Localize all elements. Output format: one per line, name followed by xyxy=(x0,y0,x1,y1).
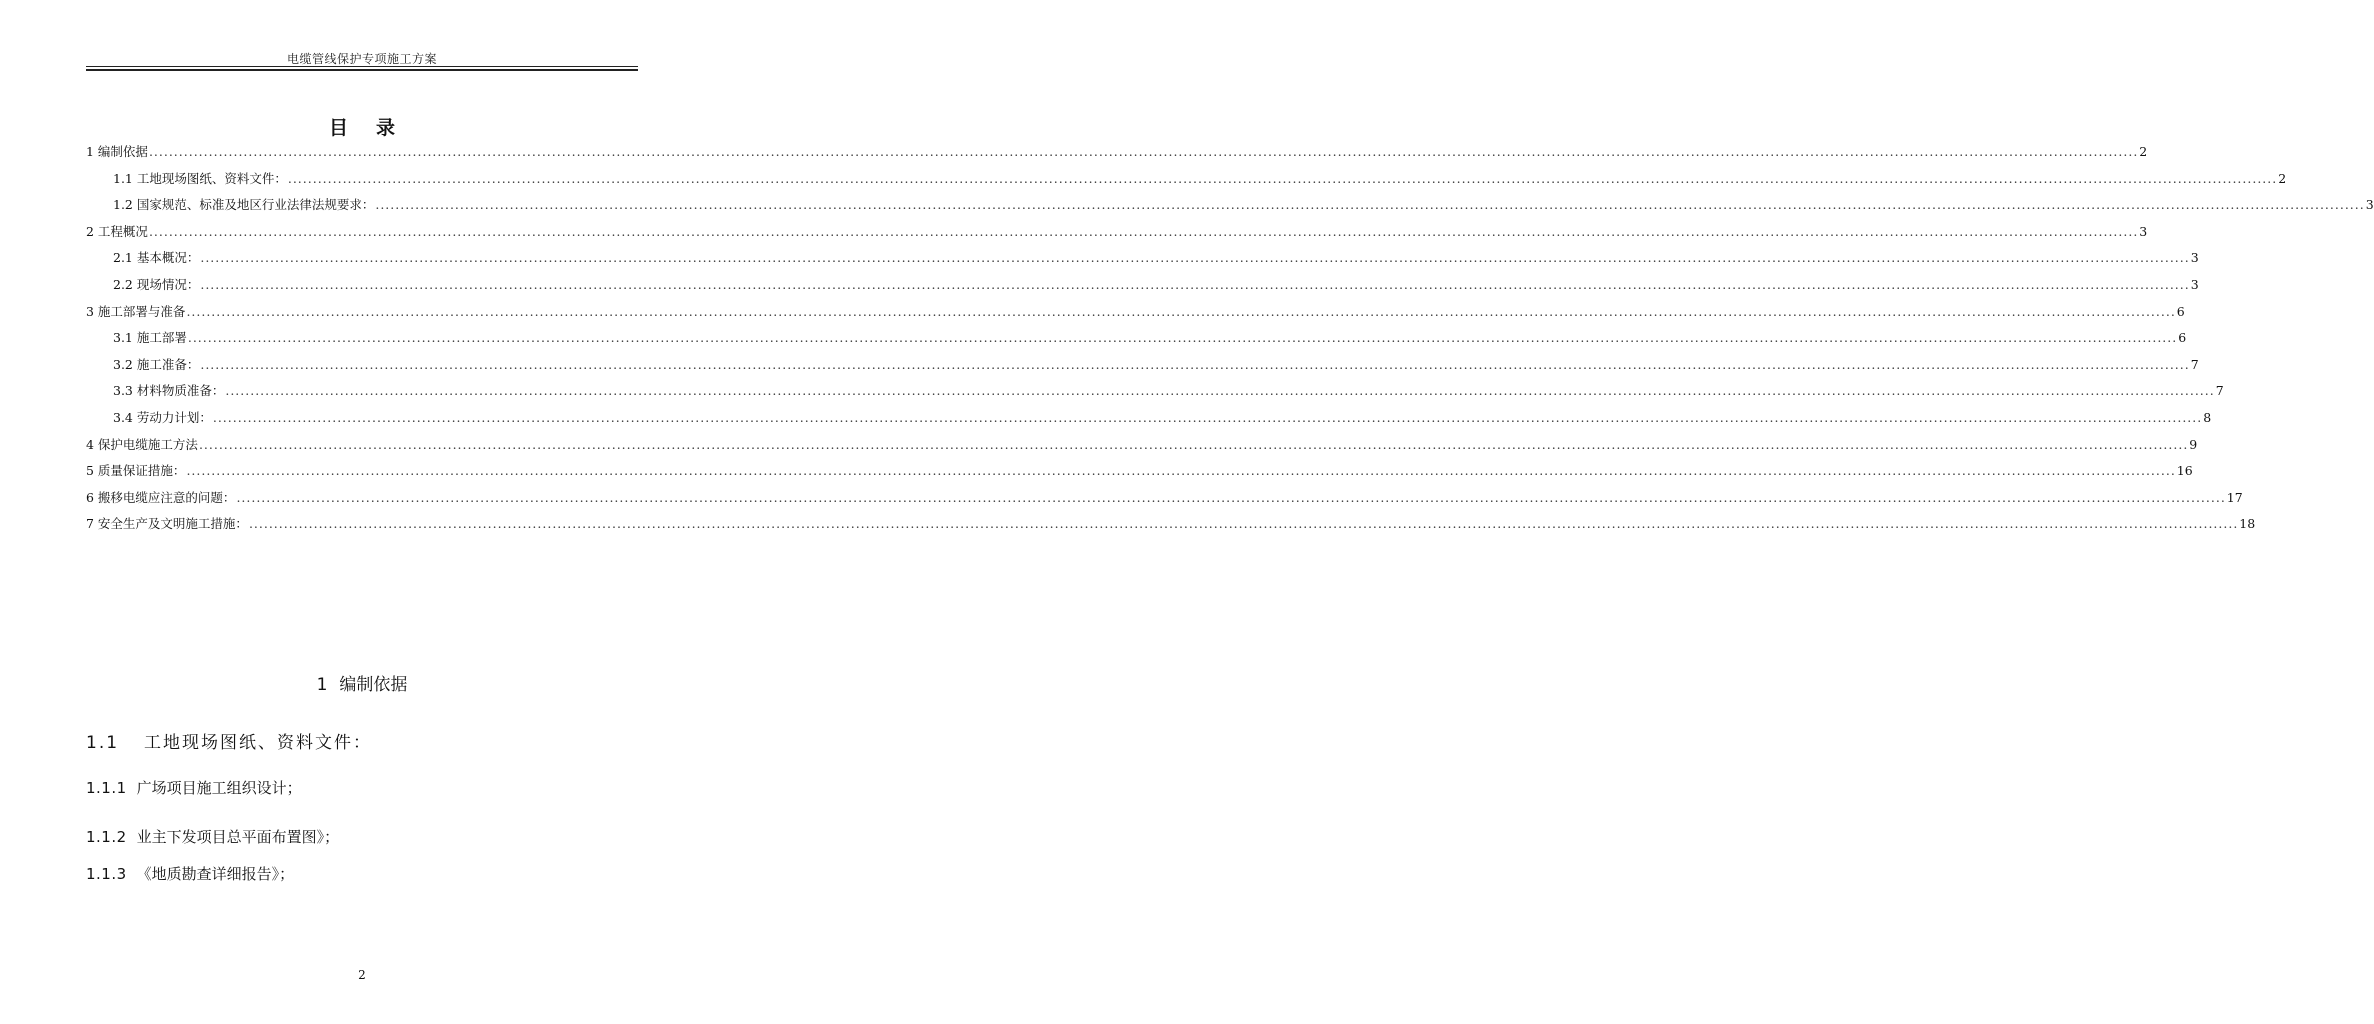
toc-entry-page: 16 xyxy=(2176,463,2193,479)
toc-leader-dots: ................................................................................................................................................................................................................................................................................................................................................................................................................ xyxy=(186,303,2176,319)
clause-item xyxy=(86,826,339,847)
toc-leader-dots: ................................................................................................................................................................................................................................................................................................................................................................................................................ xyxy=(148,223,2139,239)
toc-entry-label: 1 编制依据 xyxy=(86,144,148,159)
section-title: 编制依据 xyxy=(339,675,408,695)
toc-entry-page: 7 xyxy=(2190,356,2199,372)
header-rule xyxy=(86,66,638,67)
toc-entry-label: 4 保护电缆施工方法 xyxy=(86,436,198,452)
toc-entry-page: 6 xyxy=(2178,330,2187,346)
toc-entry[interactable] xyxy=(113,356,2199,373)
section-heading xyxy=(0,670,724,695)
toc-entry-page: 3 xyxy=(2139,223,2148,239)
toc-entry-label: 3 施工部署与准备 xyxy=(86,303,186,319)
header-rule-thick xyxy=(86,69,638,71)
toc-entry-page: 3 xyxy=(2190,250,2199,266)
toc-entry[interactable] xyxy=(86,303,2185,320)
toc-leader-dots: ................................................................................................................................................................................................................................................................................................................................................................................................................ xyxy=(225,383,2215,399)
toc-leader-dots: ................................................................................................................................................................................................................................................................................................................................................................................................................ xyxy=(287,170,2278,186)
clause-text: 广场项目施工组织设计； xyxy=(136,779,302,797)
toc-entry-label: 5 质量保证措施： xyxy=(86,463,186,479)
toc-entry[interactable] xyxy=(113,250,2199,266)
toc-leader-dots: ................................................................................................................................................................................................................................................................................................................................................................................................................ xyxy=(248,516,2239,532)
toc-entry-page: 2 xyxy=(2139,144,2148,159)
toc-entry-label: 3.1 施工部署 xyxy=(113,330,187,346)
toc-entry-label: 2 工程概况 xyxy=(86,223,148,239)
toc-entry-label: 1.2 国家规范、标准及地区行业法律法规要求： xyxy=(113,197,375,213)
section-number: 1 xyxy=(316,675,328,695)
toc-entry[interactable] xyxy=(86,144,2148,160)
toc-entry-page: 6 xyxy=(2176,303,2185,319)
toc-entry[interactable] xyxy=(86,489,2243,506)
toc-entry-page: 9 xyxy=(2189,436,2198,452)
clause-number: 1.1.1 xyxy=(86,779,127,797)
clause-text: 业主下发项目总平面布置图》； xyxy=(136,828,340,846)
toc-entry[interactable] xyxy=(113,383,2224,399)
toc-entry-page: 2 xyxy=(2278,170,2287,186)
toc-entry-page: 3 xyxy=(2190,277,2199,292)
toc-entry-label: 2.2 现场情况： xyxy=(113,277,200,292)
toc-entry[interactable] xyxy=(113,277,2199,293)
clause-text: 《地质勘查详细报告》； xyxy=(136,865,295,883)
toc-leader-dots: ................................................................................................................................................................................................................................................................................................................................................................................................................ xyxy=(187,330,2178,346)
toc-entry[interactable] xyxy=(113,170,2287,187)
toc-entry[interactable] xyxy=(113,197,2374,213)
toc-entry-page: 18 xyxy=(2239,516,2256,532)
toc-entry-label: 2.1 基本概况： xyxy=(113,250,200,266)
toc-entry-label: 7 安全生产及文明施工措施： xyxy=(86,516,248,532)
toc-entry[interactable] xyxy=(86,516,2256,532)
toc-leader-dots: ................................................................................................................................................................................................................................................................................................................................................................................................................ xyxy=(200,356,2190,372)
toc-leader-dots: ................................................................................................................................................................................................................................................................................................................................................................................................................ xyxy=(236,489,2226,505)
toc-leader-dots: ................................................................................................................................................................................................................................................................................................................................................................................................................ xyxy=(212,410,2203,425)
toc-entry-label: 3.3 材料物质准备： xyxy=(113,383,225,399)
toc-entry-page: 7 xyxy=(2215,383,2224,399)
toc-leader-dots: ................................................................................................................................................................................................................................................................................................................................................................................................................ xyxy=(200,250,2190,266)
toc-entry[interactable] xyxy=(113,410,2212,426)
toc-entry[interactable] xyxy=(86,223,2148,240)
subsection-heading xyxy=(86,728,372,753)
subsection-title: 工地现场图纸、资料文件： xyxy=(144,733,372,753)
toc-entry-label: 6 搬移电缆应注意的问题： xyxy=(86,489,236,505)
running-header: 电缆管线保护专项施工方案 xyxy=(286,52,437,66)
clause-item xyxy=(86,863,294,884)
toc-entry-label: 1.1 工地现场图纸、资料文件： xyxy=(113,170,287,186)
toc-leader-dots: ................................................................................................................................................................................................................................................................................................................................................................................................................ xyxy=(186,463,2176,479)
toc-title: 目录 xyxy=(328,117,423,139)
clause-item xyxy=(86,777,302,798)
toc-leader-dots: ................................................................................................................................................................................................................................................................................................................................................................................................................ xyxy=(198,436,2189,452)
toc-leader-dots: ................................................................................................................................................................................................................................................................................................................................................................................................................ xyxy=(375,197,2365,213)
page-number: 2 xyxy=(358,968,366,982)
toc-leader-dots: ................................................................................................................................................................................................................................................................................................................................................................................................................ xyxy=(200,277,2190,292)
clause-number: 1.1.2 xyxy=(86,828,127,846)
toc-entry-page: 8 xyxy=(2203,410,2212,425)
toc-entry-label: 3.4 劳动力计划： xyxy=(113,410,212,425)
toc-entry[interactable] xyxy=(113,330,2187,346)
toc-entry-label: 3.2 施工准备： xyxy=(113,356,200,372)
toc-leader-dots: ................................................................................................................................................................................................................................................................................................................................................................................................................ xyxy=(148,144,2139,159)
subsection-number: 1.1 xyxy=(86,733,120,753)
toc-entry[interactable] xyxy=(86,463,2193,479)
toc-entry-page: 17 xyxy=(2226,489,2243,505)
clause-number: 1.1.3 xyxy=(86,865,127,883)
toc-entry[interactable] xyxy=(86,436,2198,453)
toc-entry-page: 3 xyxy=(2365,197,2374,213)
